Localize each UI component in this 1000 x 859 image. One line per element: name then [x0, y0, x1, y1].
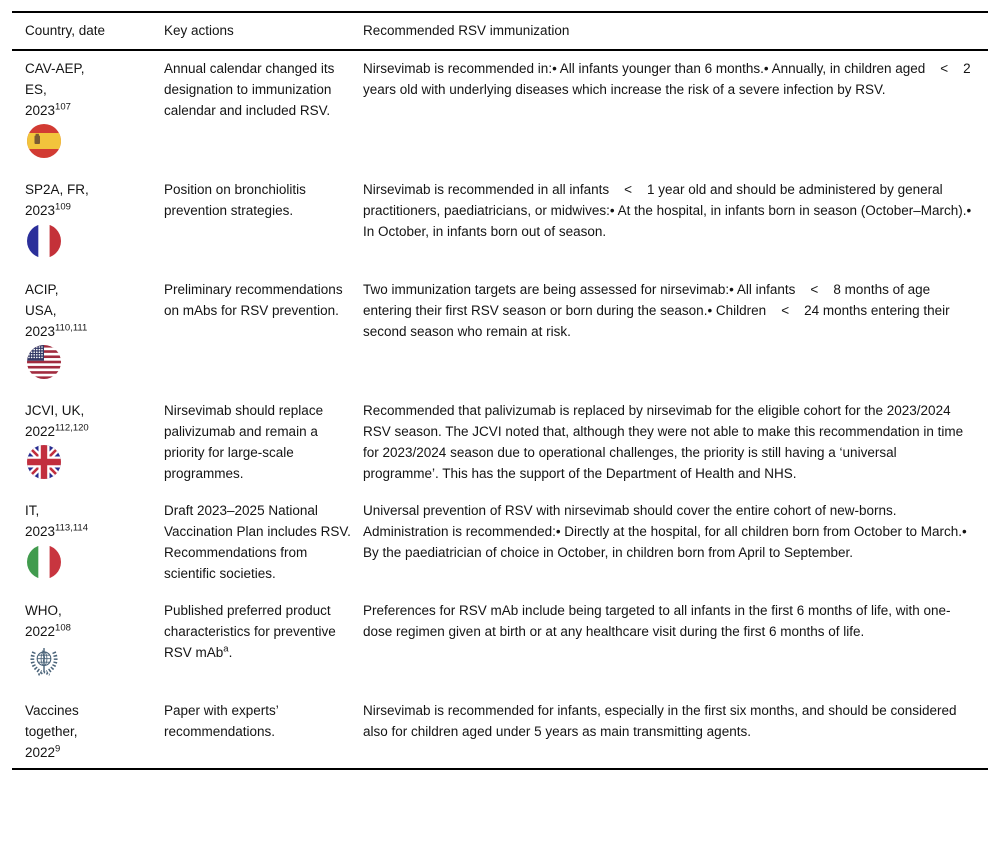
key-actions-cell — [164, 693, 363, 769]
key-actions-cell — [164, 50, 363, 172]
reference-superscript: 9 — [55, 743, 61, 755]
country-year-line — [25, 742, 154, 763]
country-year: 2022 — [25, 624, 56, 639]
country-cell — [12, 50, 164, 172]
country-cell — [12, 493, 164, 593]
country-lines — [25, 600, 154, 642]
reference-superscript: 113,114 — [55, 522, 88, 534]
uk-flag-icon — [27, 445, 61, 479]
country-year: 2023 — [25, 203, 56, 218]
who-emblem-icon — [27, 645, 61, 679]
country-cell — [12, 393, 164, 493]
key-actions-cell — [164, 393, 363, 493]
table-row — [12, 172, 988, 272]
country-year-line — [25, 521, 154, 542]
country-line: ACIP, — [25, 282, 59, 297]
country-line: JCVI, UK, — [25, 403, 85, 418]
country-year-line — [25, 321, 154, 342]
country-line: ES, — [25, 82, 47, 97]
key-actions-text: Annual calendar changed its designation to immunization calendar and included RSV. — [164, 61, 335, 118]
column-header-recommended-rsv-immunization: Recommended RSV immunization — [363, 12, 988, 50]
recommendation-cell: Nirsevimab is recommended in all infants < 1 year old and should be administered by general practitioners, paediatricians, or midwives:• At the hospital, in infants born in season (October–March).• In October, in infants born out of season. — [363, 182, 972, 239]
key-actions-text: Preliminary recommendations on mAbs for RSV prevention. — [164, 282, 343, 318]
country-year: 2023 — [25, 103, 56, 118]
key-actions-text: Nirsevimab should replace palivizumab and remain a priority for large-scale programmes. — [164, 403, 324, 481]
rsv-recommendations-table — [12, 11, 988, 770]
reference-superscript: 108 — [55, 622, 71, 634]
country-year-line — [25, 100, 154, 121]
country-cell — [12, 593, 164, 693]
table-row — [12, 393, 988, 493]
recommendation-cell: Two immunization targets are being assessed for nirsevimab:• All infants < 8 months of age entering their first RSV season or born during the season.• Children < 24 months entering their second season who remain at risk. — [363, 282, 950, 339]
country-year: 2022 — [25, 424, 56, 439]
key-actions-text: Published preferred product characteristics for preventive RSV mAb — [164, 603, 336, 660]
country-lines — [25, 58, 154, 121]
country-cell — [12, 693, 164, 769]
document-page — [0, 11, 1000, 859]
country-line: WHO, — [25, 603, 62, 618]
table-row — [12, 493, 988, 593]
table-row — [12, 50, 988, 172]
country-line: IT, — [25, 503, 40, 518]
table-body — [12, 50, 988, 769]
country-year-line — [25, 621, 154, 642]
recommendation-cell: Preferences for RSV mAb include being targeted to all infants in the first 6 months of life, with one-dose regimen given at birth or at any healthcare visit during the first 6 months of life. — [363, 603, 951, 639]
table-row — [12, 593, 988, 693]
key-actions-cell — [164, 593, 363, 693]
recommendation-cell: Nirsevimab is recommended for infants, especially in the first six months, and should be considered also for children aged under 5 years as main transmitting agents. — [363, 703, 957, 739]
key-actions-cell — [164, 272, 363, 393]
country-line: SP2A, FR, — [25, 182, 89, 197]
country-year-line — [25, 200, 154, 221]
country-year: 2023 — [25, 324, 56, 339]
reference-superscript: 107 — [55, 101, 71, 113]
italy-flag-icon — [27, 545, 61, 579]
country-lines — [25, 400, 154, 442]
country-year-line — [25, 421, 154, 442]
country-cell — [12, 172, 164, 272]
country-year: 2022 — [25, 745, 56, 760]
key-actions-text: Paper with experts’ recommendations. — [164, 703, 279, 739]
country-line: together, — [25, 724, 78, 739]
country-lines — [25, 700, 154, 763]
column-header-key-actions: Key actions — [164, 12, 363, 50]
country-cell — [12, 272, 164, 393]
key-actions-superscript: a — [223, 643, 229, 655]
table-row — [12, 272, 988, 393]
reference-superscript: 112,120 — [55, 422, 89, 434]
country-lines — [25, 279, 154, 342]
recommendation-cell: Universal prevention of RSV with nirsevimab should cover the entire cohort of new-borns. Administration is recommended:• Directly at the hospital, for all children born from October to March.• By the paediatrician of choice in October, in children born from April to September. — [363, 503, 967, 560]
country-line: CAV-AEP, — [25, 61, 85, 76]
country-line: USA, — [25, 303, 57, 318]
recommendation-cell: Nirsevimab is recommended in:• All infants younger than 6 months.• Annually, in children aged < 2 years old with underlying diseases which increase the risk of a severe infection by RSV. — [363, 61, 971, 97]
spain-flag-icon — [27, 124, 61, 158]
column-header-country-date: Country, date — [12, 12, 164, 50]
key-actions-text: Position on bronchiolitis prevention strategies. — [164, 182, 306, 218]
reference-superscript: 110,111 — [55, 322, 88, 334]
key-actions-cell — [164, 493, 363, 593]
country-lines — [25, 179, 154, 221]
recommendation-cell: Recommended that palivizumab is replaced by nirsevimab for the eligible cohort for the 2023/2024 RSV season. The JCVI noted that, although they were not able to make this recommendation in time for 2023/2024 season due to operational challenges, the priority is still having a ‘universal programme’. This has the support of the Department of Health and NHS. — [363, 403, 964, 481]
header-row — [12, 12, 988, 50]
france-flag-icon — [27, 224, 61, 258]
key-actions-period: . — [228, 645, 233, 660]
country-line: Vaccines — [25, 703, 79, 718]
table-row — [12, 693, 988, 769]
country-lines — [25, 500, 154, 542]
key-actions-cell — [164, 172, 363, 272]
usa-flag-icon — [27, 345, 61, 379]
country-year: 2023 — [25, 524, 56, 539]
reference-superscript: 109 — [55, 201, 71, 213]
key-actions-text: Draft 2023–2025 National Vaccination Plan includes RSV. Recommendations from scientific societies. — [164, 503, 351, 581]
